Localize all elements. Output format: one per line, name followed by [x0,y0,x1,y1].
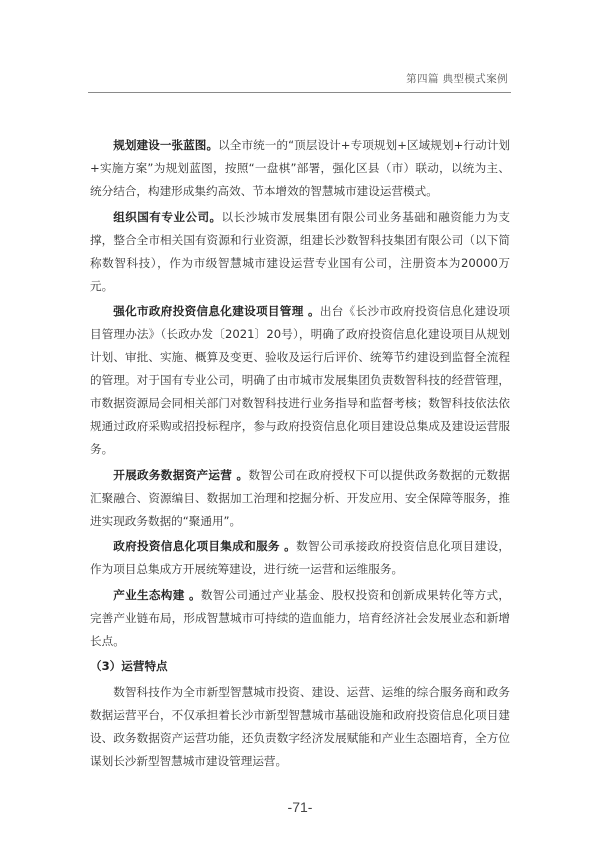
body-paragraph [90,535,510,581]
paragraph-lead: 组织国有专业公司。 [113,209,222,224]
body-paragraph [90,584,510,653]
body-content [90,134,510,775]
paragraph-lead: 政府投资信息化项目集成和服务 。 [113,539,297,553]
paragraph-text: 数智公司在政府授权下可以提供政务数据的元数据汇聚融合、资源编目、数据加工治理和挖掘分析、开发应用、安全保障等服务，推进实现政务数据的“聚通用”。 [90,467,510,528]
body-paragraph [90,300,510,461]
body-paragraph [90,134,510,203]
section-heading: （3）运营特点 [90,659,168,673]
paragraph-text: 数智公司承接政府投资信息化项目建设，作为项目总集成方开展统筹建设，进行统一运营和运维服务。 [90,539,510,576]
paragraph-text: 以全市统一的“顶层设计+专项规划+区域规划+行动计划+实施方案”为规划蓝图，按照“一盘棋”部署，强化区县（市）联动，以统为主、统分结合，构建形成集约高效、节本增效的智慧城市建设运营模式。 [90,138,510,198]
paragraph-text: 数智公司通过产业基金、股权投资和创新成果转化等方式，完善产业链布局，形成智慧城市可持续的造血能力，培育经济社会发展业态和新增长点。 [90,587,510,648]
running-header-title: 第四篇 典型模式案例 [406,73,508,85]
paragraph-text: 出台《长沙市政府投资信息化建设项目管理办法》（长政办发〔2021〕20号），明确了政府投资信息化建设项目从规划计划、审批、实施、概算及变更、验收及运行后评价、统筹节约建设到监督全流程的管理。对于国有专业公司，明确了由市城市发展集团负责数智科技的经营管理，市数据资源局会同相关部门对数智科技进行业务指导和监督考核；数智科技依法依规通过政府采购或招投标程序，参与政府投资信息化项目建设总集成及建设运营服务。 [90,304,510,456]
body-paragraph [90,464,510,533]
running-header [88,70,511,93]
paragraph-lead: 规划建设一张蓝图。 [113,138,219,152]
closing-paragraph: 数智科技作为全市新型智慧城市投资、建设、运营、运维的综合服务商和政务数据运营平台，不仅承担着长沙市新型智慧城市基础设施和政府投资信息化项目建设、政务数据资产运营功能，还负责数字经济发展赋能和产业生态圈培育，全方位谋划长沙新型智慧城市建设管理运营。 [90,684,510,768]
paragraph-text: 以长沙城市发展集团有限公司业务基础和融资能力为支撑，整合全市相关国有资源和行业资源，组建长沙数智科技集团有限公司（以下简称数智科技），作为市级智慧城市建设运营专业国有公司，注册资本为20000万元。 [90,209,510,293]
body-paragraph [90,206,510,298]
paragraph-lead: 产业生态构建 。 [113,587,201,602]
paragraph-lead: 强化市政府投资信息化建设项目管理 。 [113,304,320,318]
page-number: -71- [287,799,313,815]
header-rule [88,92,511,93]
paragraph-lead: 开展政务数据资产运营 。 [113,467,249,482]
